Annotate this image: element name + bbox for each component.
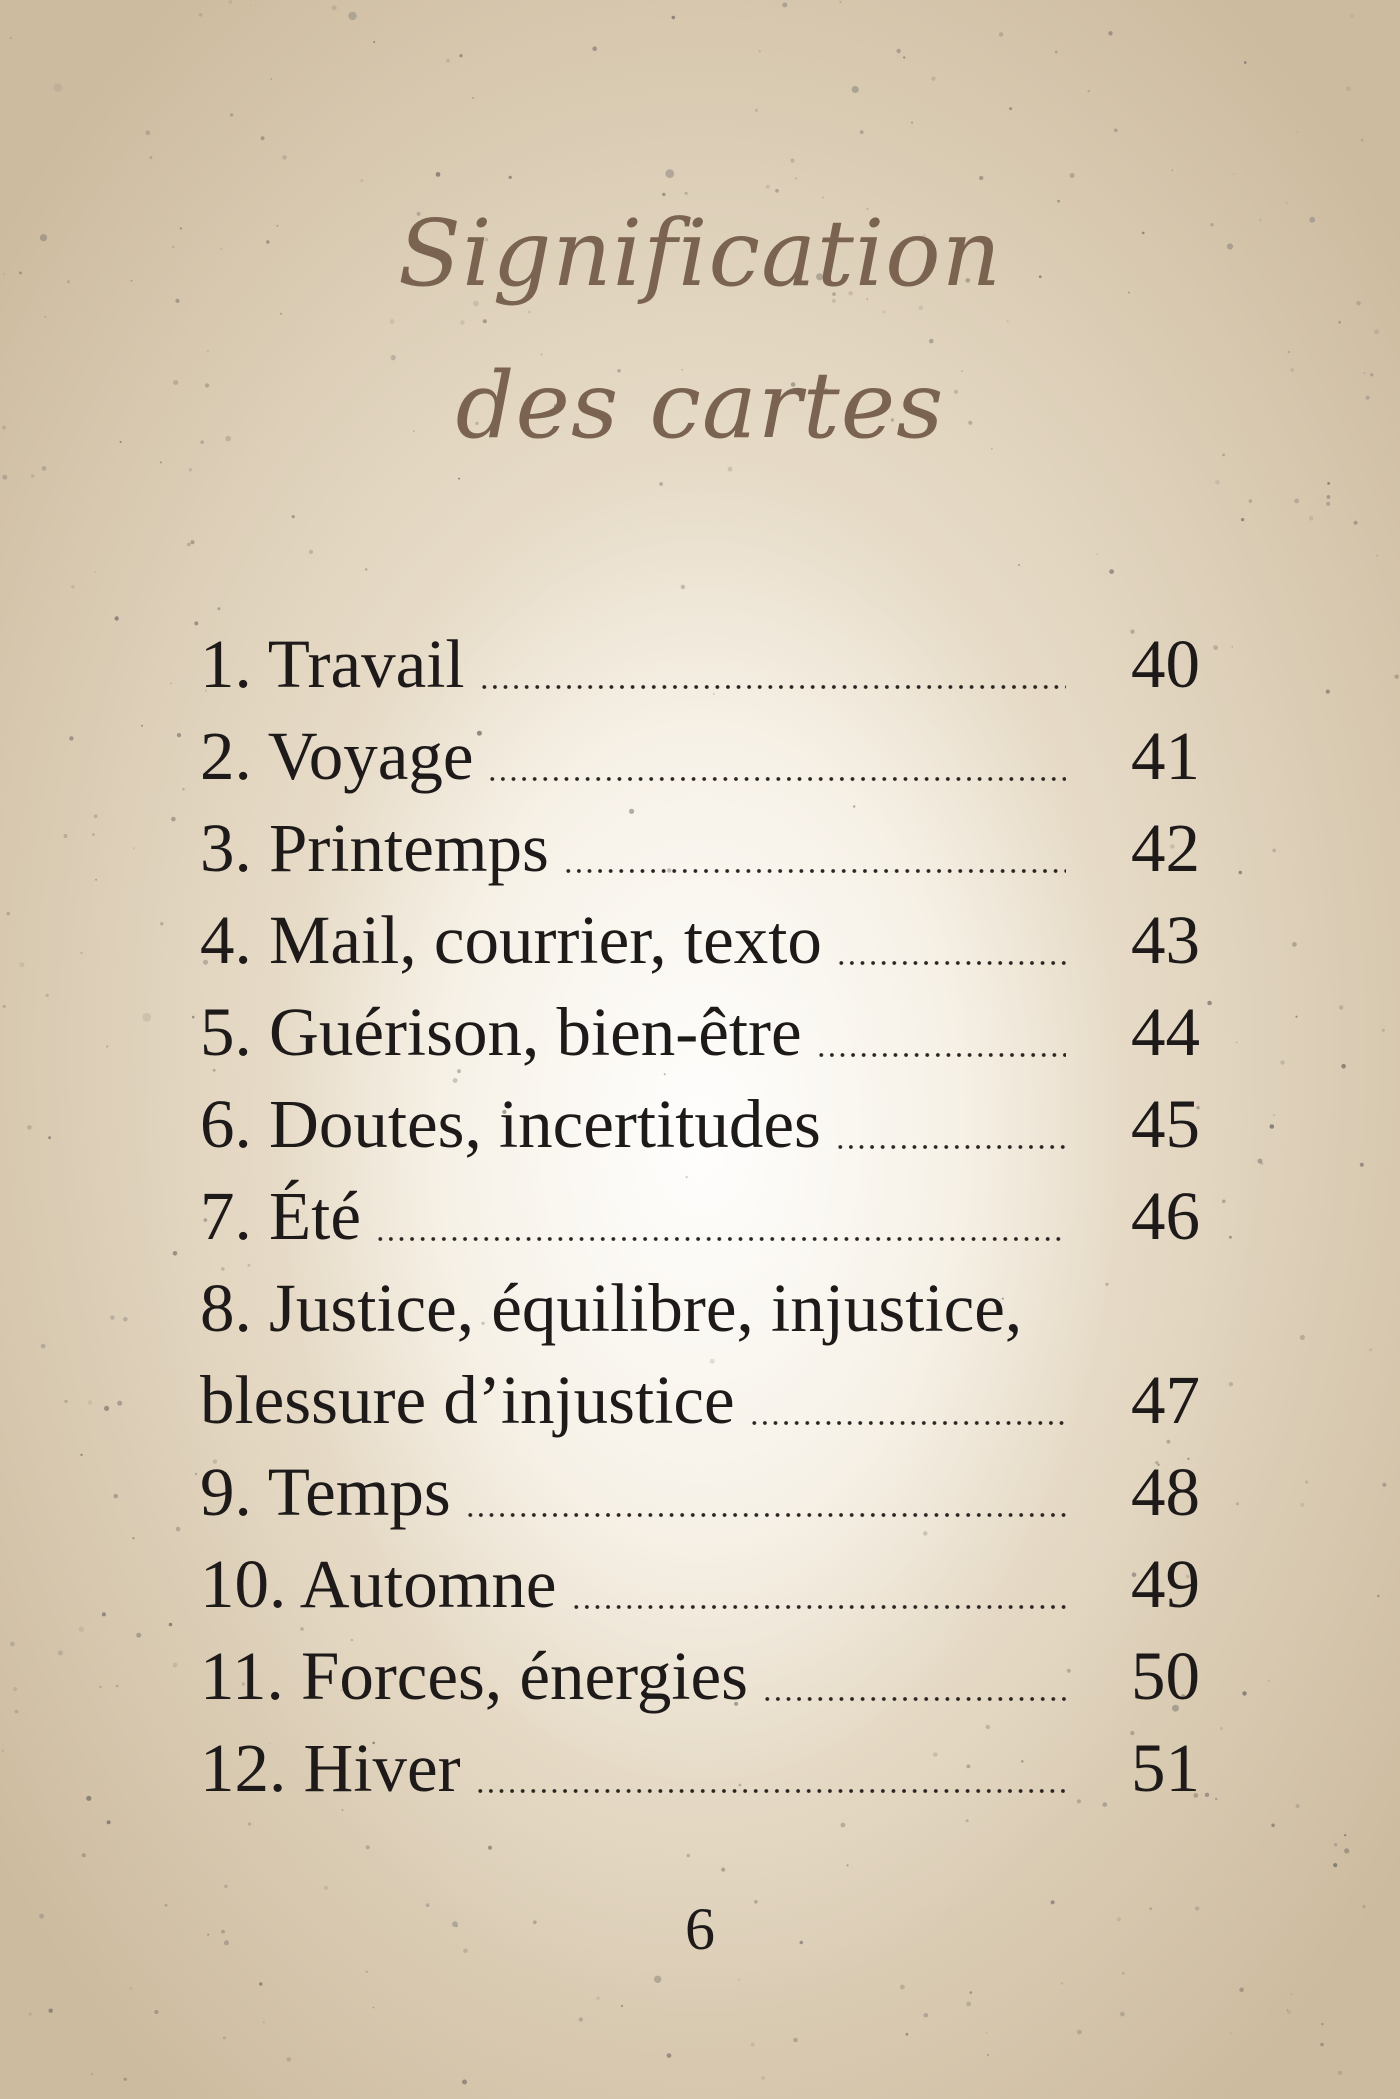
toc-leader-dots: [816, 1052, 1066, 1058]
table-of-contents: [200, 618, 1200, 1814]
toc-leader-dots: [487, 776, 1066, 782]
toc-entry: [200, 1446, 1200, 1538]
toc-leader-dots: [571, 1604, 1066, 1610]
toc-entry: [200, 1630, 1200, 1722]
toc-leader-dots: [479, 684, 1066, 690]
toc-entry: [200, 1538, 1200, 1630]
page-title-line-1: Signification: [398, 200, 1002, 307]
toc-entry: [200, 710, 1200, 802]
toc-entry: [200, 618, 1200, 710]
toc-entry: [200, 1170, 1200, 1262]
toc-leader-dots: [749, 1420, 1066, 1426]
toc-entry-label: 8. Justice, équilibre, injustice,: [200, 1270, 1023, 1346]
toc-entry-page: 47: [1131, 1362, 1200, 1438]
toc-entry-label: 2. Voyage: [200, 718, 474, 794]
toc-leader-dots: [465, 1512, 1066, 1518]
toc-leader-dots: [836, 960, 1066, 966]
toc-entry-label: 4. Mail, courrier, texto: [200, 902, 822, 978]
toc-entry-continuation: [200, 1354, 1200, 1446]
toc-entry-page: 46: [1131, 1178, 1200, 1254]
toc-entry-page: 43: [1131, 902, 1200, 978]
toc-entry: [200, 1078, 1200, 1170]
toc-entry-page: 51: [1131, 1730, 1200, 1806]
page-title-line-2: des cartes: [455, 352, 945, 459]
toc-entry-label: 12. Hiver: [200, 1730, 461, 1806]
toc-leader-dots: [375, 1236, 1066, 1242]
toc-entry-page: 48: [1131, 1454, 1200, 1530]
toc-entry-first-line: [200, 1262, 1200, 1354]
toc-entry: [200, 894, 1200, 986]
toc-entry-label: 7. Été: [200, 1178, 361, 1254]
toc-entry-page: 45: [1131, 1086, 1200, 1162]
toc-leader-dots: [835, 1144, 1066, 1150]
toc-leader-dots: [762, 1696, 1066, 1702]
toc-entry-page: 49: [1131, 1546, 1200, 1622]
toc-entry-page: 50: [1131, 1638, 1200, 1714]
toc-entry-page: 44: [1131, 994, 1200, 1070]
toc-entry-label-continued: blessure d’injustice: [200, 1362, 735, 1438]
toc-entry-page: 41: [1131, 718, 1200, 794]
toc-entry-label: 11. Forces, énergies: [200, 1638, 749, 1714]
toc-entry-page: 42: [1131, 810, 1200, 886]
toc-leader-dots: [563, 868, 1066, 874]
toc-entry-label: 3. Printemps: [200, 810, 549, 886]
toc-entry: [200, 802, 1200, 894]
toc-entry-label: 9. Temps: [200, 1454, 451, 1530]
toc-entry-page: 40: [1131, 626, 1200, 702]
toc-entry: [200, 1722, 1200, 1814]
toc-entry-label: 5. Guérison, bien-être: [200, 994, 802, 1070]
toc-entry: [200, 986, 1200, 1078]
toc-entry-label: 1. Travail: [200, 626, 465, 702]
toc-entry-label: 6. Doutes, incertitudes: [200, 1086, 821, 1162]
toc-entry-label: 10. Automne: [200, 1546, 557, 1622]
toc-leader-dots: [475, 1788, 1066, 1794]
page-number: 6: [685, 1896, 715, 1962]
